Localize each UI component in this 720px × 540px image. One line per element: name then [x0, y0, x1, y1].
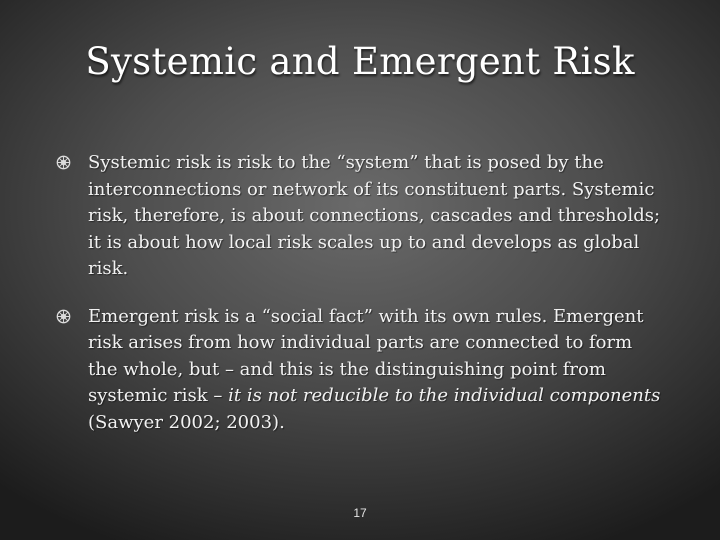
bullet-text-end: (Sawyer 2002; 2003). — [88, 411, 285, 433]
page-number: 17 — [353, 506, 367, 520]
slide-title: Systemic and Emergent Risk — [85, 40, 635, 83]
shield-check-icon — [56, 309, 71, 324]
bullet-list — [62, 150, 662, 457]
bullet-item-emergent-risk — [62, 304, 662, 437]
bullet-text — [88, 306, 660, 433]
bullet-text-start: Emergent risk is a “social fact” with its own rules. Emergent risk arises from how individual parts are connected to form the whole, but – and this is the distinguishing point from systemic risk – — [88, 305, 644, 406]
bullet-text-italic: it is not reducible to the individual components — [228, 385, 661, 406]
bullet-item-systemic-risk — [62, 150, 662, 283]
shield-check-icon — [56, 155, 71, 170]
bullet-text: Systemic risk is risk to the “system” that is posed by the interconnections or network of its constituent parts. Systemic risk, therefore, is about connections, cascades and thresholds; it is about how local risk scales up to and develops as global risk. — [88, 152, 661, 279]
